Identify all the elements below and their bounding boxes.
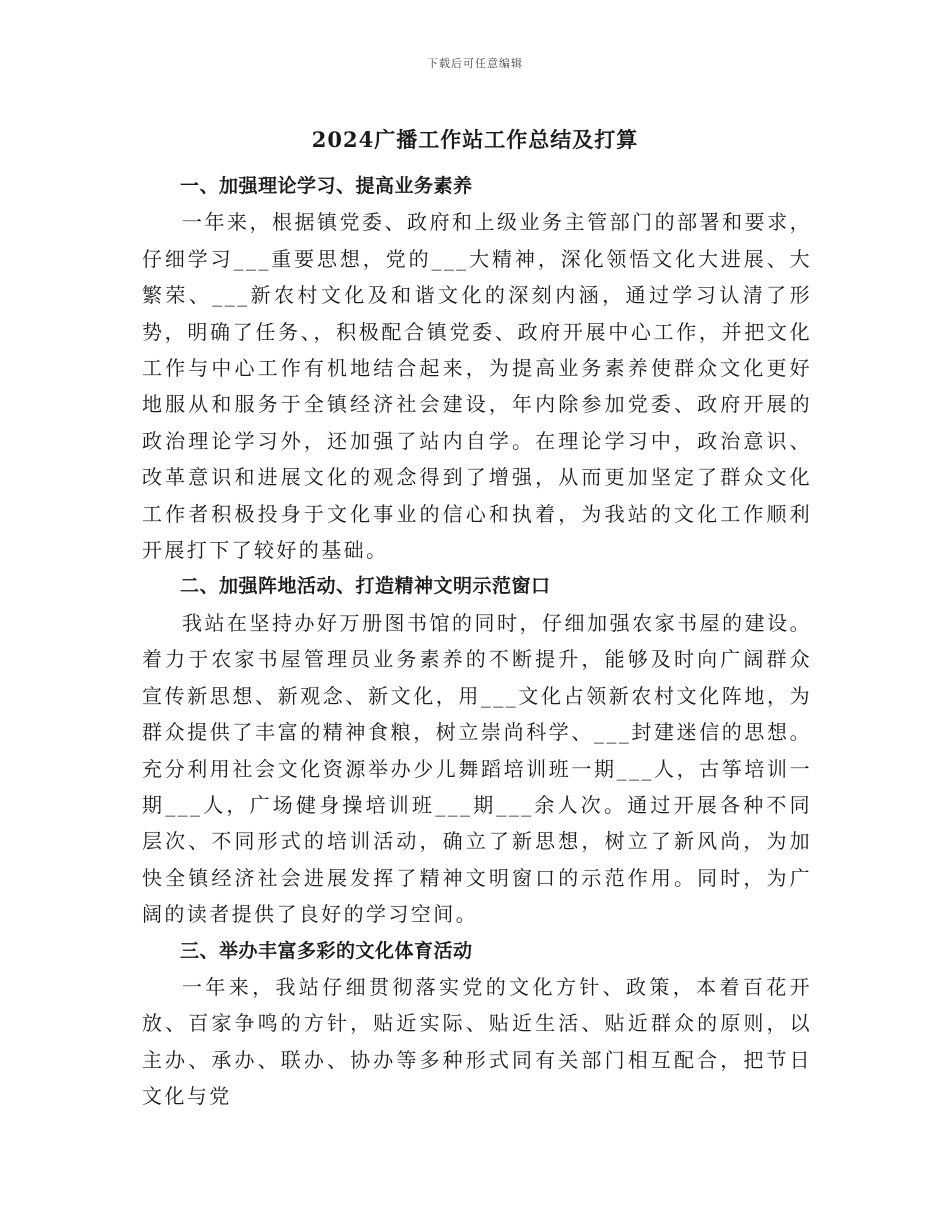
section-heading-3: 三、举办丰富多彩的文化体育活动 bbox=[180, 939, 473, 962]
section-paragraph-3: 一年来，我站仔细贯彻落实党的文化方针、政策，本着百花开放、百家争鸣的方针，贴近实际、贴近生活、贴近群众的原则，以主办、承办、联办、协办等多种形式同有关部门相互配合，把节日文化与党 bbox=[142, 974, 812, 1109]
document-title: 2024广播工作站工作总结及打算 bbox=[311, 127, 639, 152]
section-paragraph-2: 我站在坚持办好万册图书馆的同时，仔细加强农家书屋的建设。着力于农家书屋管理员业务素养的不断提升，能够及时向广阔群众宣传新思想、新观念、新文化，用___文化占领新农村文化阵地，为群众提供了丰富的精神食粮，树立崇尚科学、___封建迷信的思想。充分利用社会文化资源举办少儿舞蹈培训班一期___人，古筝培训一期___人，广场健身操培训班___期___余人次。通过开展各种不同层次、不同形式的培训活动，确立了新思想，树立了新风尚，为加快全镇经济社会进展发挥了精神文明窗口的示范作用。同时，为广阔的读者提供了良好的学习空间。 bbox=[142, 610, 812, 927]
section-heading-2: 二、加强阵地活动、打造精神文明示范窗口 bbox=[180, 575, 551, 598]
section-paragraph-1: 一年来，根据镇党委、政府和上级业务主管部门的部署和要求，仔细学习___重要思想，党的___大精神，深化领悟文化大进展、大繁荣、___新农村文化及和谐文化的深刻内涵，通过学习认清了形势，明确了任务、，积极配合镇党委、政府开展中心工作，并把文化工作与中心工作有机地结合起来，为提高业务素养使群众文化更好地服从和服务于全镇经济社会建设，年内除参加党委、政府开展的政治理论学习外，还加强了站内自学。在理论学习中，政治意识、改革意识和进展文化的观念得到了增强，从而更加坚定了群众文化工作者积极投身于文化事业的信心和执着，为我站的文化工作顺利开展打下了较好的基础。 bbox=[142, 210, 812, 563]
header-note: 下载后可任意编辑 bbox=[427, 57, 523, 70]
section-heading-1: 一、加强理论学习、提高业务素养 bbox=[180, 175, 473, 197]
document-body bbox=[142, 168, 812, 1115]
